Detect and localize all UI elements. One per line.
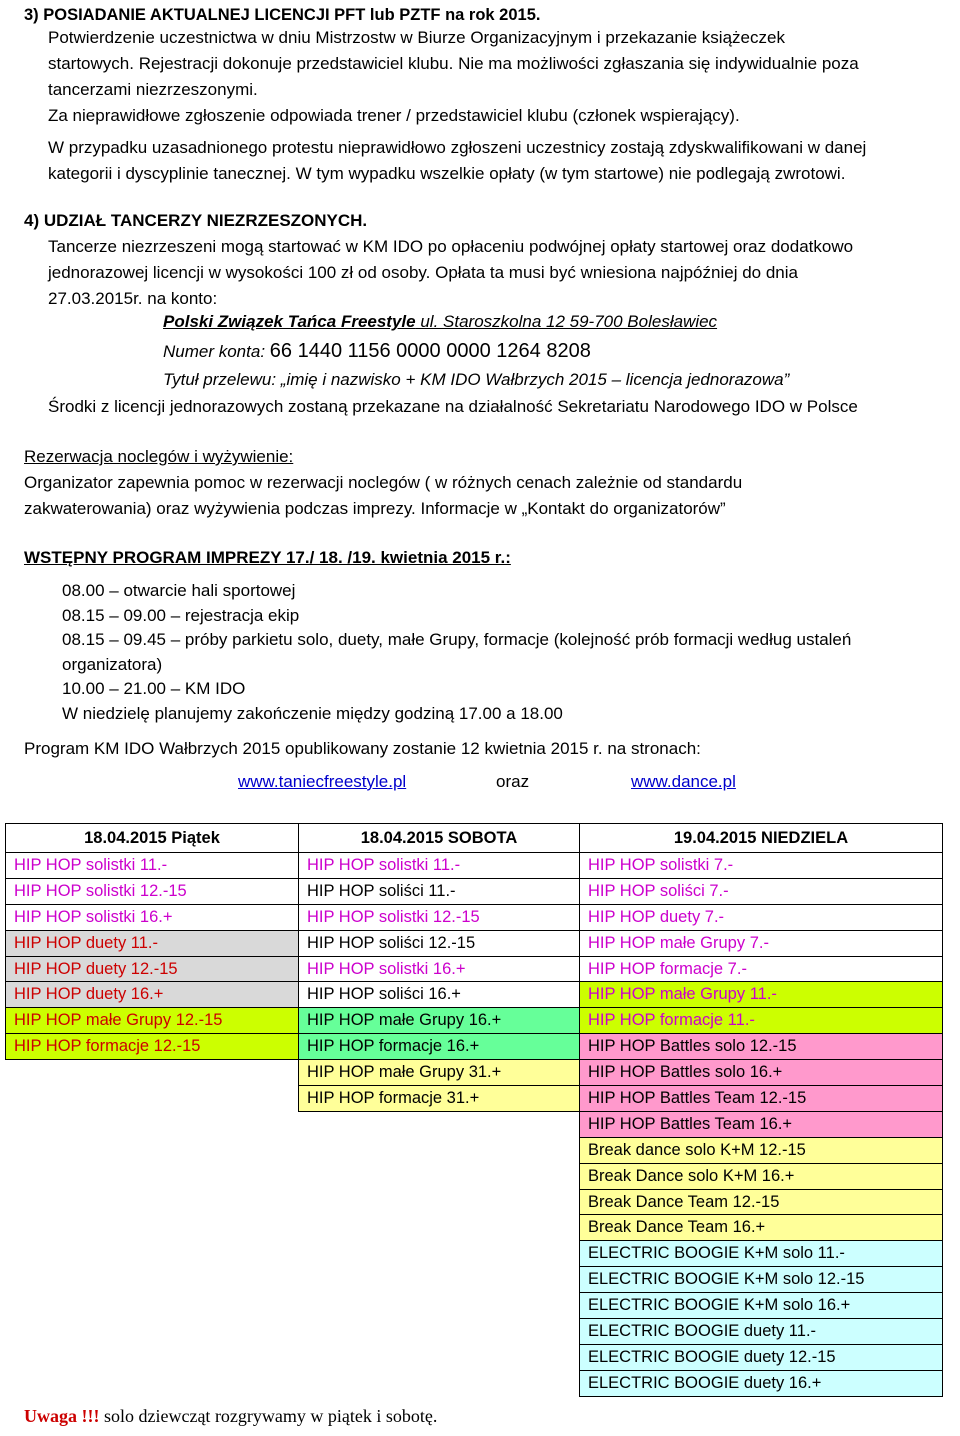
schedule-empty-cell bbox=[299, 1111, 580, 1137]
program-item: 08.15 – 09.45 – próby parkietu solo, duety, małe Grupy, formacje (kolejność prób formacji według ustaleń bbox=[62, 630, 852, 649]
account-number: 66 1440 1156 0000 0000 1264 8208 bbox=[269, 340, 591, 362]
schedule-cell: HIP HOP solistki 7.- bbox=[580, 853, 943, 879]
schedule-row bbox=[6, 1137, 943, 1163]
schedule-body bbox=[6, 853, 943, 1397]
schedule-cell: HIP HOP solistki 11.- bbox=[299, 853, 580, 879]
schedule-row bbox=[6, 1241, 943, 1267]
schedule-cell: HIP HOP solistki 16.+ bbox=[299, 956, 580, 982]
schedule-cell: Break Dance Team 16.+ bbox=[580, 1215, 943, 1241]
schedule-cell: Break Dance solo K+M 16.+ bbox=[580, 1163, 943, 1189]
schedule-cell: HIP HOP małe Grupy 16.+ bbox=[299, 1008, 580, 1034]
accommodation-heading: Rezerwacja noclegów i wyżywienie: bbox=[24, 447, 294, 466]
schedule-cell: ELECTRIC BOOGIE duety 12.-15 bbox=[580, 1344, 943, 1370]
schedule-cell: ELECTRIC BOOGIE K+M solo 16.+ bbox=[580, 1293, 943, 1319]
schedule-cell: HIP HOP formacje 12.-15 bbox=[6, 1034, 299, 1060]
schedule-row bbox=[6, 930, 943, 956]
schedule-cell: HIP HOP soliści 11.- bbox=[299, 878, 580, 904]
header-friday: 18.04.2015 Piątek bbox=[6, 824, 299, 853]
schedule-cell: HIP HOP duety 7.- bbox=[580, 904, 943, 930]
schedule-cell: HIP HOP duety 16.+ bbox=[6, 982, 299, 1008]
schedule-row bbox=[6, 1293, 943, 1319]
schedule-empty-cell bbox=[6, 1086, 299, 1112]
account-holder bbox=[163, 312, 717, 332]
accommodation-line: Organizator zapewnia pomoc w rezerwacji noclegów ( w różnych cenach zależnie od standardu bbox=[24, 473, 743, 492]
section4-heading: 4) UDZIAŁ TANCERZY NIEZRZESZONYCH. bbox=[24, 211, 368, 230]
schedule-row bbox=[6, 1370, 943, 1396]
schedule-cell: Break dance solo K+M 12.-15 bbox=[580, 1137, 943, 1163]
schedule-row bbox=[6, 1060, 943, 1086]
schedule-cell: HIP HOP małe Grupy 12.-15 bbox=[6, 1008, 299, 1034]
section3-body-3 bbox=[48, 135, 866, 187]
schedule-empty-cell bbox=[299, 1344, 580, 1370]
schedule-table bbox=[5, 823, 943, 1397]
schedule-empty-cell bbox=[6, 1215, 299, 1241]
schedule-cell: HIP HOP solistki 12.-15 bbox=[299, 904, 580, 930]
accommodation-body bbox=[24, 470, 742, 522]
schedule-empty-cell bbox=[299, 1163, 580, 1189]
account-address: ul. Staroszkolna 12 59-700 Bolesławiec bbox=[415, 312, 718, 331]
schedule-row bbox=[6, 878, 943, 904]
schedule-cell: ELECTRIC BOOGIE K+M solo 12.-15 bbox=[580, 1267, 943, 1293]
program-item: organizatora) bbox=[62, 654, 163, 674]
schedule-empty-cell bbox=[6, 1293, 299, 1319]
program-item: W niedzielę planujemy zakończenie między godziną 17.00 a 18.00 bbox=[62, 703, 563, 723]
section3-line: kategorii i dyscyplinie tanecznej. W tym wypadku wszelkie opłaty (w tym startowe) nie podlegają zwrotowi. bbox=[48, 164, 846, 183]
program-list bbox=[62, 579, 851, 726]
schedule-row bbox=[6, 1111, 943, 1137]
schedule-row bbox=[6, 1344, 943, 1370]
schedule-cell: HIP HOP solistki 16.+ bbox=[6, 904, 299, 930]
schedule-cell: Break Dance Team 12.-15 bbox=[580, 1189, 943, 1215]
account-label: Numer konta: bbox=[163, 342, 270, 361]
schedule-empty-cell bbox=[299, 1241, 580, 1267]
section3-body-2 bbox=[48, 103, 740, 129]
schedule-empty-cell bbox=[299, 1137, 580, 1163]
program-item: 08.00 – otwarcie hali sportowej bbox=[62, 581, 296, 600]
program-item: 10.00 – 21.00 – KM IDO bbox=[62, 679, 246, 698]
schedule-empty-cell bbox=[299, 1215, 580, 1241]
section3-body bbox=[48, 25, 953, 103]
transfer-title: Tytuł przelewu: „imię i nazwisko + KM IDO Wałbrzych 2015 – licencja jednorazowa” bbox=[163, 370, 790, 389]
schedule-cell: HIP HOP formacje 16.+ bbox=[299, 1034, 580, 1060]
schedule-empty-cell bbox=[6, 1137, 299, 1163]
section3-line: Za nieprawidłowe zgłoszenie odpowiada trener / przedstawiciel klubu (członek wspierający). bbox=[48, 106, 740, 125]
schedule-cell: HIP HOP formacje 31.+ bbox=[299, 1086, 580, 1112]
schedule-empty-cell bbox=[299, 1189, 580, 1215]
schedule-empty-cell bbox=[6, 1241, 299, 1267]
schedule-cell: ELECTRIC BOOGIE K+M solo 11.- bbox=[580, 1241, 943, 1267]
link-separator: oraz bbox=[496, 772, 530, 791]
program-item: 08.15 – 09.00 – rejestracja ekip bbox=[62, 605, 300, 625]
header-saturday: 18.04.2015 SOBOTA bbox=[299, 824, 580, 853]
schedule-empty-cell bbox=[299, 1370, 580, 1396]
header-sunday: 19.04.2015 NIEDZIELA bbox=[580, 824, 943, 853]
schedule-empty-cell bbox=[6, 1189, 299, 1215]
schedule-cell: HIP HOP soliści 7.- bbox=[580, 878, 943, 904]
schedule-cell: HIP HOP Battles solo 16.+ bbox=[580, 1060, 943, 1086]
schedule-row bbox=[6, 1086, 943, 1112]
schedule-row bbox=[6, 1189, 943, 1215]
schedule-empty-cell bbox=[6, 1111, 299, 1137]
schedule-cell: HIP HOP formacje 11.- bbox=[580, 1008, 943, 1034]
section3-heading: 3) POSIADANIE AKTUALNEJ LICENCJI PFT lub PZTF na rok 2015. bbox=[24, 6, 541, 24]
link-taniecfreestyle[interactable]: www.taniecfreestyle.pl bbox=[238, 772, 407, 791]
schedule-empty-cell bbox=[6, 1267, 299, 1293]
schedule-row bbox=[6, 1008, 943, 1034]
schedule-row bbox=[6, 982, 943, 1008]
schedule-cell: HIP HOP Battles Team 16.+ bbox=[580, 1111, 943, 1137]
publish-note: Program KM IDO Wałbrzych 2015 opublikowany zostanie 12 kwietnia 2015 r. na stronach: bbox=[24, 739, 701, 758]
schedule-header-row bbox=[6, 824, 943, 853]
section3-line: tancerzami niezrzeszonymi. bbox=[48, 80, 258, 99]
schedule-row bbox=[6, 1215, 943, 1241]
section4-line: 27.03.2015r. na konto: bbox=[48, 289, 218, 308]
section4-line: jednorazowej licencji w wysokości 100 zł od osoby. Opłata ta musi być wniesiona najpóźniej do dnia bbox=[48, 263, 798, 282]
funds-note: Środki z licencji jednorazowych zostaną przekazane na działalność Sekretariatu Narodowego IDO w Polsce bbox=[48, 397, 858, 416]
schedule-empty-cell bbox=[6, 1319, 299, 1345]
schedule-cell: HIP HOP solistki 12.-15 bbox=[6, 878, 299, 904]
schedule-empty-cell bbox=[299, 1293, 580, 1319]
schedule-row bbox=[6, 1267, 943, 1293]
accommodation-line: zakwaterowania) oraz wyżywienia podczas imprezy. Informacje w „Kontakt do organizatorów” bbox=[24, 499, 726, 518]
schedule-row bbox=[6, 904, 943, 930]
schedule-empty-cell bbox=[6, 1060, 299, 1086]
schedule-cell: HIP HOP małe Grupy 7.- bbox=[580, 930, 943, 956]
section4-body bbox=[48, 234, 853, 312]
schedule-cell: HIP HOP Battles solo 12.-15 bbox=[580, 1034, 943, 1060]
schedule-cell: HIP HOP soliści 12.-15 bbox=[299, 930, 580, 956]
warning-text: solo dziewcząt rozgrywamy w piątek i sobotę. bbox=[99, 1406, 438, 1426]
account-number-line bbox=[163, 340, 591, 363]
schedule-row bbox=[6, 1163, 943, 1189]
schedule-row bbox=[6, 956, 943, 982]
program-heading: WSTĘPNY PROGRAM IMPREZY 17./ 18. /19. kwietnia 2015 r.: bbox=[24, 548, 511, 567]
schedule-row bbox=[6, 1034, 943, 1060]
schedule-cell: HIP HOP małe Grupy 31.+ bbox=[299, 1060, 580, 1086]
warning-note bbox=[24, 1406, 437, 1427]
section3-line: Potwierdzenie uczestnictwa w dniu Mistrzostw w Biurze Organizacyjnym i przekazanie książeczek bbox=[48, 28, 785, 47]
schedule-cell: ELECTRIC BOOGIE duety 11.- bbox=[580, 1319, 943, 1345]
schedule-row bbox=[6, 1319, 943, 1345]
schedule-cell: HIP HOP formacje 7.- bbox=[580, 956, 943, 982]
section3-line: W przypadku uzasadnionego protestu nieprawidłowo zgłoszeni uczestnicy zostają zdyskwalifikowani w danej bbox=[48, 138, 867, 157]
schedule-empty-cell bbox=[6, 1163, 299, 1189]
schedule-cell: HIP HOP duety 12.-15 bbox=[6, 956, 299, 982]
link-dance[interactable]: www.dance.pl bbox=[631, 772, 736, 791]
schedule-empty-cell bbox=[299, 1319, 580, 1345]
section3-line: startowych. Rejestracji dokonuje przedstawiciel klubu. Nie ma możliwości zgłaszania się indywidualnie poza bbox=[48, 54, 859, 73]
schedule-cell: HIP HOP solistki 11.- bbox=[6, 853, 299, 879]
schedule-empty-cell bbox=[6, 1370, 299, 1396]
account-name: Polski Związek Tańca Freestyle bbox=[163, 312, 416, 331]
schedule-cell: HIP HOP Battles Team 12.-15 bbox=[580, 1086, 943, 1112]
schedule-empty-cell bbox=[299, 1267, 580, 1293]
schedule-row bbox=[6, 853, 943, 879]
schedule-cell: ELECTRIC BOOGIE duety 16.+ bbox=[580, 1370, 943, 1396]
warning-label: Uwaga !!! bbox=[24, 1406, 100, 1426]
schedule-cell: HIP HOP duety 11.- bbox=[6, 930, 299, 956]
section4-line: Tancerze niezrzeszeni mogą startować w KM IDO po opłaceniu podwójnej opłaty startowej oraz dodatkowo bbox=[48, 237, 854, 256]
schedule-cell: HIP HOP soliści 16.+ bbox=[299, 982, 580, 1008]
schedule-empty-cell bbox=[6, 1344, 299, 1370]
schedule-cell: HIP HOP małe Grupy 11.- bbox=[580, 982, 943, 1008]
